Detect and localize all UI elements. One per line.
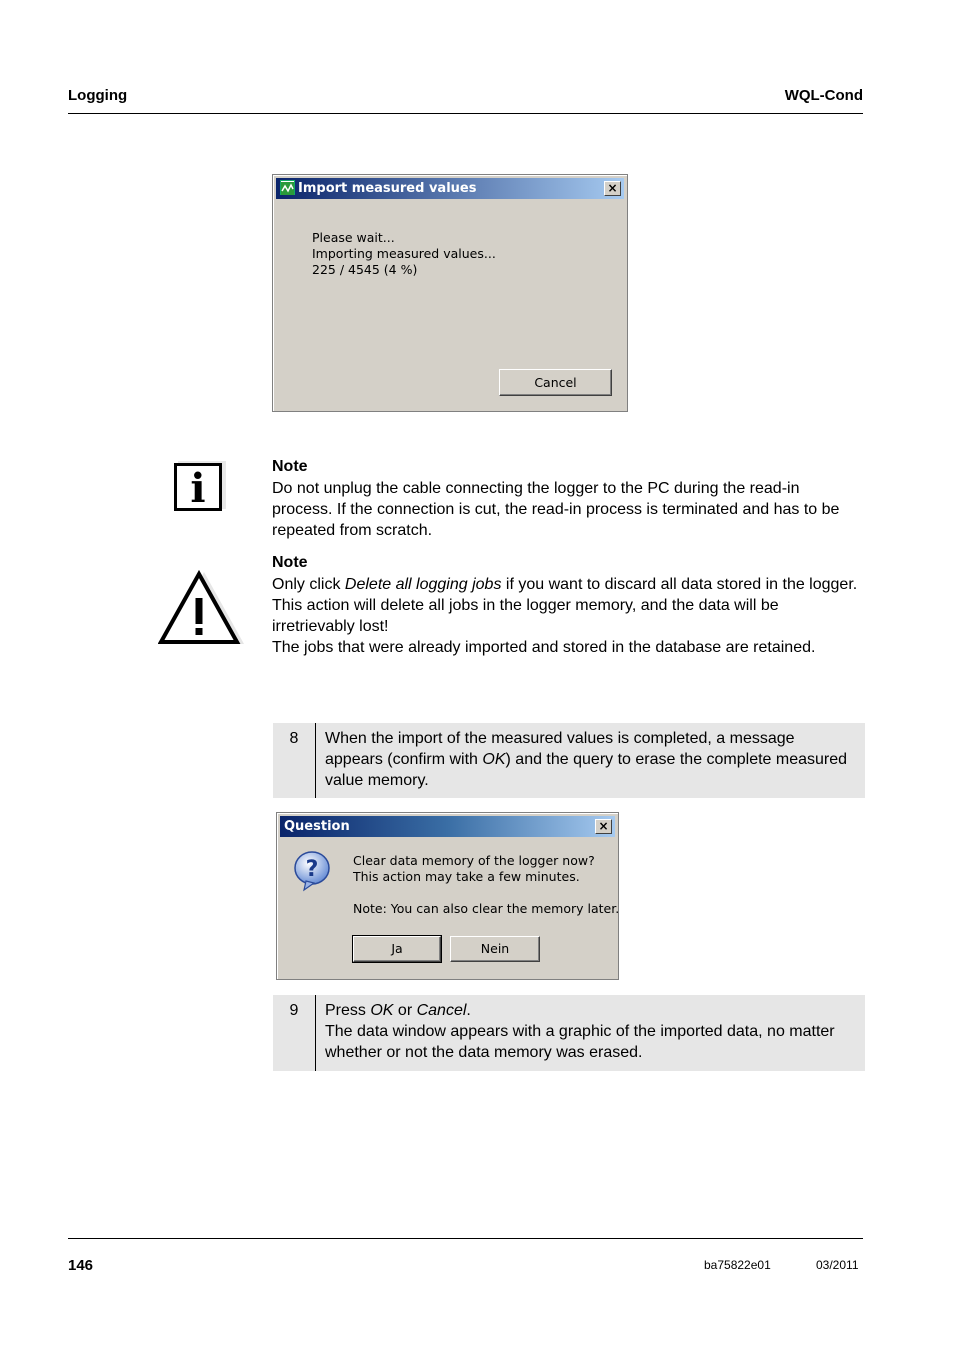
close-icon[interactable]: × <box>604 181 621 196</box>
question-line-1: Clear data memory of the logger now? <box>353 853 595 868</box>
no-button[interactable]: Nein <box>450 936 540 962</box>
question-line-3: Note: You can also clear the memory later. <box>353 901 620 916</box>
import-status-text: Importing measured values... <box>312 246 496 261</box>
note2-text: Only click <box>272 576 345 593</box>
delete-all-jobs-term: Delete all logging jobs <box>344 576 502 593</box>
question-line-2: This action may take a few minutes. <box>353 869 580 884</box>
step-number: 8 <box>273 723 316 798</box>
step-text <box>325 728 855 791</box>
import-dialog-title: Import measured values <box>298 181 477 196</box>
app-icon <box>280 180 295 195</box>
question-icon <box>292 850 332 892</box>
import-progress-text: 225 / 4545 (4 %) <box>312 262 418 277</box>
info-icon-letter: i <box>190 465 206 512</box>
step9-or: or <box>393 1002 417 1019</box>
question-dialog-title: Question <box>284 819 350 834</box>
header-product: WQL-Cond <box>784 87 863 104</box>
footer-rule <box>68 1238 863 1239</box>
step-9 <box>273 995 865 1071</box>
import-wait-text: Please wait... <box>312 230 395 245</box>
step9-period: . <box>466 1002 471 1019</box>
step-text <box>325 1000 855 1063</box>
step8-text-a: When the import of the measured values is completed, a message appears (confirm with <box>325 730 795 768</box>
step8-text-b: ) and the query to erase the complete measured value memory. <box>325 751 848 789</box>
question-dialog-titlebar[interactable] <box>280 816 615 837</box>
info-icon <box>174 463 222 511</box>
note2-body <box>272 574 862 658</box>
header-rule <box>68 113 863 114</box>
page-number: 146 <box>68 1257 94 1274</box>
step-number: 9 <box>273 995 316 1071</box>
yes-button[interactable]: Ja <box>353 936 441 962</box>
step-8 <box>273 723 865 798</box>
svg-text:?: ? <box>305 857 319 882</box>
note1-heading: Note <box>272 458 308 475</box>
warning-icon <box>158 568 246 648</box>
step9-ok-term: OK <box>370 1002 394 1019</box>
cancel-button[interactable]: Cancel <box>499 369 612 396</box>
step8-ok-term: OK <box>482 751 506 768</box>
import-dialog-titlebar[interactable] <box>276 178 624 199</box>
step9-description: The data window appears with a graphic of the imported data, no matter whether or not the data memory was erased. <box>325 1023 835 1061</box>
question-dialog <box>276 812 619 980</box>
close-icon[interactable]: × <box>595 819 612 834</box>
step9-press: Press <box>325 1002 371 1019</box>
note2-heading: Note <box>272 554 308 571</box>
note1-body: Do not unplug the cable connecting the logger to the PC during the read-in process. If the connection is cut, the read-in process is terminated and has to be repeated from scratch. <box>272 480 840 539</box>
header-section: Logging <box>68 87 128 104</box>
note2-text-retained: The jobs that were already imported and stored in the database are retained. <box>272 639 816 656</box>
import-dialog <box>272 174 628 412</box>
document-id: ba75822e01 <box>704 1258 771 1272</box>
note2-text-cont: if you want to discard all data stored in the logger. This action will delete all jobs in the logger memory, and the data will be irretrievably lost! <box>272 576 858 635</box>
document-date: 03/2011 <box>816 1258 859 1272</box>
step9-cancel-term: Cancel <box>416 1002 467 1019</box>
